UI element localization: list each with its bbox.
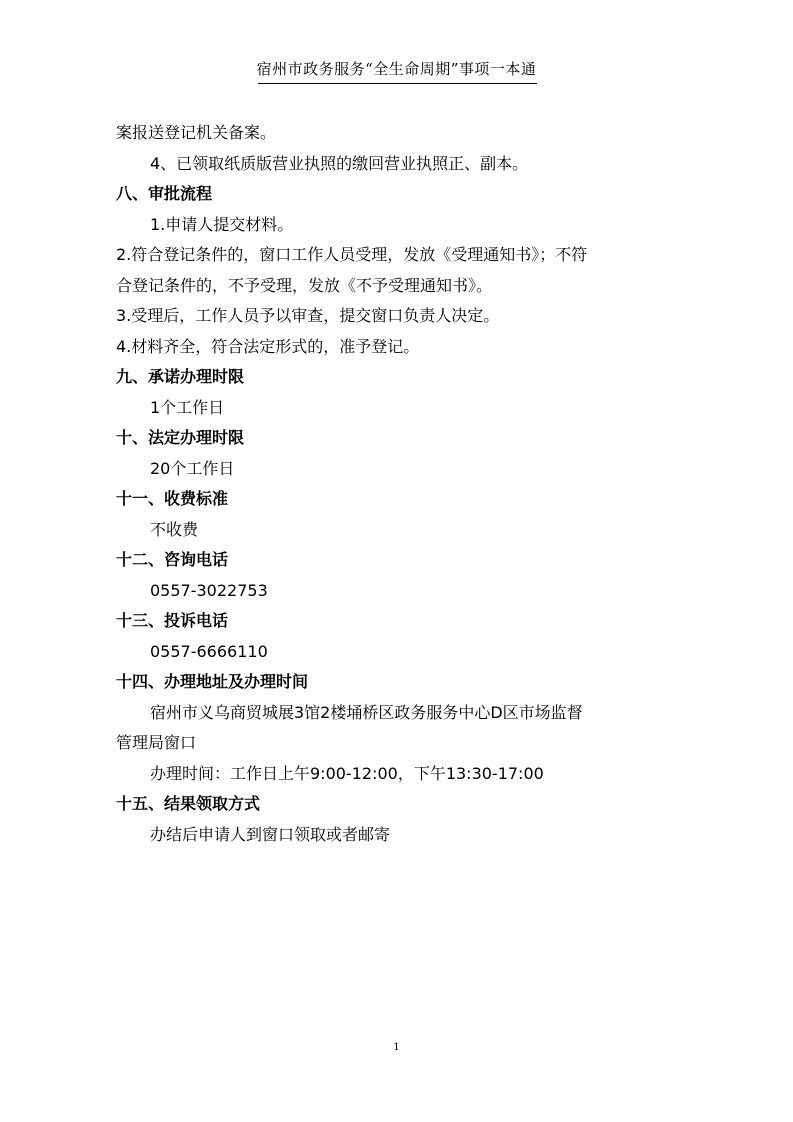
body-text-line: 不收费 <box>150 519 199 539</box>
header-divider <box>258 83 537 84</box>
body-text-line: 4.材料齐全，符合法定形式的，准予登记。 <box>116 336 420 356</box>
body-text-line: 2.符合登记条件的，窗口工作人员受理，发放《受理通知书》；不符 <box>116 245 588 264</box>
page-number: 1 <box>393 1042 400 1053</box>
section-heading: 八、审批流程 <box>116 184 213 203</box>
body-text-line: 宿州市义乌商贸城展3馆2楼埇桥区政务服务中心D区市场监督 <box>150 702 583 722</box>
section-heading: 十、法定办理时限 <box>116 428 245 447</box>
section-heading: 十一、收费标准 <box>116 489 229 508</box>
body-text-line: 4、已领取纸质版营业执照的缴回营业执照正、副本。 <box>150 153 529 173</box>
section-heading: 九、承诺办理时限 <box>116 367 245 386</box>
body-text-line: 3.受理后，工作人员予以审查，提交窗口负责人决定。 <box>116 306 500 325</box>
body-text-line: 管理局窗口 <box>116 733 197 752</box>
body-text-line: 办结后申请人到窗口领取或者邮寄 <box>150 824 391 844</box>
body-text-line: 0557-6666110 <box>150 641 268 661</box>
body-text-line: 合登记条件的，不予受理，发放《不予受理通知书》。 <box>116 275 493 295</box>
body-text-line: 20个工作日 <box>150 458 235 478</box>
body-text-line: 案报送登记机关备案。 <box>116 123 277 142</box>
section-heading: 十五、结果领取方式 <box>116 794 261 813</box>
body-text-line: 0557-3022753 <box>150 580 268 600</box>
page-header-title: 宿州市政务服务“全生命周期”事项一本通 <box>256 60 537 78</box>
body-text-line: 1.申请人提交材料。 <box>150 214 294 234</box>
body-text-line: 办理时间：工作日上午9:00-12:00，下午13:30-17:00 <box>150 763 544 783</box>
section-heading: 十三、投诉电话 <box>116 611 229 630</box>
document-body <box>116 118 696 850</box>
section-heading: 十二、咨询电话 <box>116 550 229 569</box>
section-heading: 十四、办理地址及办理时间 <box>116 672 309 691</box>
body-text-line: 1个工作日 <box>150 397 225 417</box>
